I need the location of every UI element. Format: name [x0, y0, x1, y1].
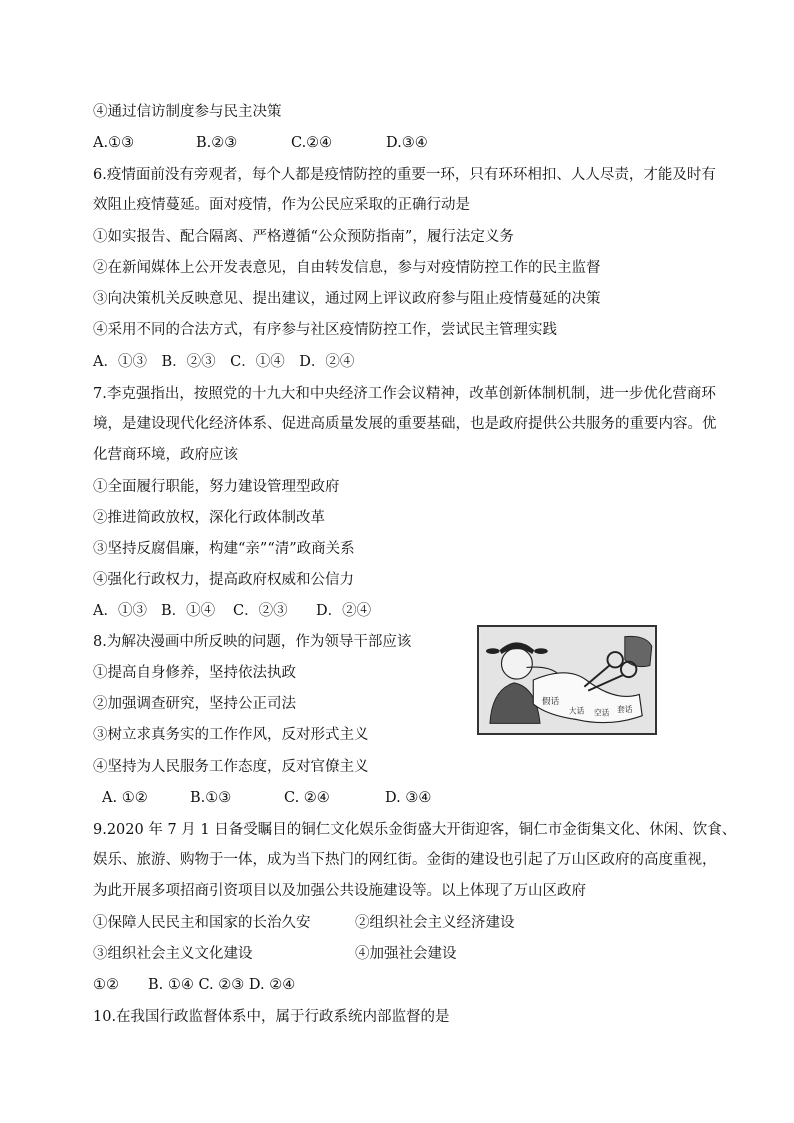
q9-options: ①② B. ①④ C. ②③ D. ②④: [93, 977, 296, 993]
q5-option-d: D.③④: [386, 135, 428, 151]
q7-stem-line-2: 境，是建设现代化经济体系、促进高质量发展的重要基础，也是政府提供公共服务的重要内容。优: [93, 416, 717, 432]
q7-stem-line-1: 7.李克强指出，按照党的十九大和中央经济工作会议精神，改革创新体制机制，进一步优化营商环: [93, 386, 716, 402]
q9-item-3: ③组织社会主义文化建设: [93, 946, 253, 962]
q5-option-c: C.②④: [291, 135, 333, 151]
q6-item-1: ①如实报告、配合隔离、严格遵循“公众预防指南”，履行法定义务: [93, 229, 514, 245]
q9-stem-line-2: 娱乐、旅游、购物于一体，成为当下热门的网红街。金街的建设也引起了万山区政府的高度重视，: [93, 852, 717, 868]
q7-item-4: ④强化行政权力，提高政府权威和公信力: [93, 572, 354, 588]
cartoon-word-4: 套话: [617, 704, 633, 714]
q9-item-1: ①保障人民民主和国家的长治久安: [93, 915, 311, 931]
q9-stem-line-3: 为此开展多项招商引资项目以及加强公共设施建设等。以上体现了万山区政府: [93, 883, 586, 899]
cartoon-drawing: [479, 627, 655, 733]
q8-stem: 8.为解决漫画中所反映的问题，作为领导干部应该: [93, 634, 412, 650]
q8-option-b: B.①③: [190, 790, 232, 806]
q7-item-1: ①全面履行职能，努力建设管理型政府: [93, 479, 340, 495]
q6-stem-line-1: 6.疫情面前没有旁观者，每个人都是疫情防控的重要一环，只有环环相扣、人人尽责，才能及时有: [93, 167, 716, 183]
q7-option-b: B．①④: [161, 603, 216, 619]
q5-item-4: ④通过信访制度参与民主决策: [93, 104, 282, 120]
q7-option-a: A．①③: [93, 603, 147, 619]
q8-option-a: A. ①②: [102, 790, 148, 806]
q6-item-4: ④采用不同的合法方式，有序参与社区疫情防控工作，尝试民主管理实践: [93, 322, 557, 338]
q8-item-2: ②加强调查研究，坚持公正司法: [93, 696, 296, 712]
q6-options: A．①③ B．②③ C．①④ D．②④: [93, 354, 355, 370]
q8-option-d: D. ③④: [385, 790, 432, 806]
q7-option-d: D．②④: [316, 603, 372, 619]
q7-option-c: C．②③: [233, 603, 288, 619]
q9-item-2: ②组织社会主义经济建设: [355, 915, 515, 931]
q8-item-4: ④坚持为人民服务工作态度，反对官僚主义: [93, 759, 369, 775]
q8-item-3: ③树立求真务实的工作作风，反对形式主义: [93, 727, 369, 743]
q7-stem-line-3: 化营商环境，政府应该: [93, 447, 238, 463]
q6-stem-line-2: 效阻止疫情蔓延。面对疫情，作为公民应采取的正确行动是: [93, 197, 470, 213]
cartoon-word-1: 假话: [541, 697, 560, 708]
q8-item-1: ①提高自身修养，坚持依法执政: [93, 665, 296, 681]
q5-option-b: B.②③: [196, 135, 238, 151]
q8-option-c: C. ②④: [284, 790, 330, 806]
q7-item-3: ③坚持反腐倡廉，构建“亲”“清”政商关系: [93, 541, 355, 557]
q9-item-4: ④加强社会建设: [355, 946, 457, 962]
q6-item-3: ③向决策机关反映意见、提出建议，通过网上评议政府参与阻止疫情蔓延的决策: [93, 291, 601, 307]
q5-option-a: A.①③: [93, 135, 135, 151]
q7-item-2: ②推进简政放权，深化行政体制改革: [93, 510, 325, 526]
cartoon-word-3: 空话: [593, 708, 610, 718]
q8-cartoon: [477, 625, 657, 735]
q6-item-2: ②在新闻媒体上公开发表意见，自由转发信息，参与对疫情防控工作的民主监督: [93, 260, 601, 276]
q9-stem-line-1: 9.2020 年 7 月 1 日备受瞩目的铜仁文化娱乐金街盛大开街迎客，铜仁市金街集文化、休闲、饮食、: [93, 822, 737, 838]
cartoon-word-2: 大话: [568, 706, 585, 716]
q10-stem: 10.在我国行政监督体系中，属于行政系统内部监督的是: [93, 1009, 450, 1025]
